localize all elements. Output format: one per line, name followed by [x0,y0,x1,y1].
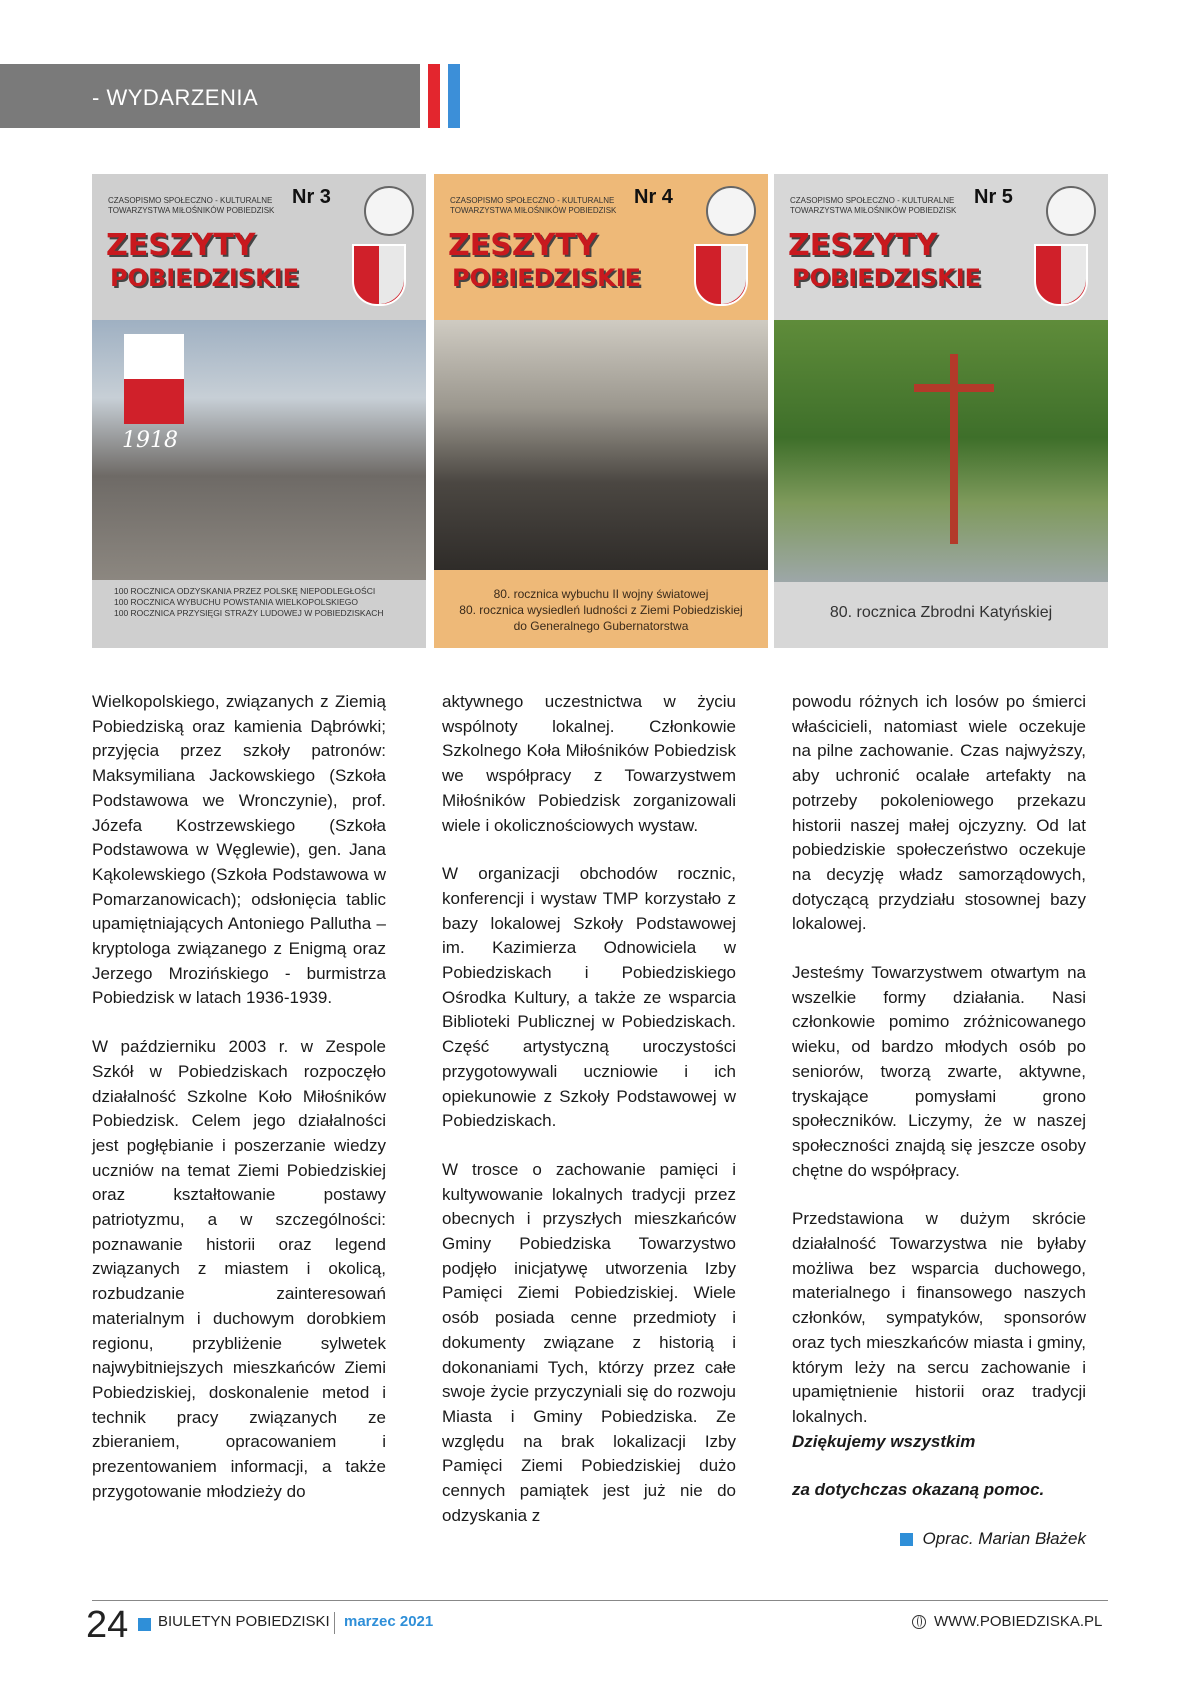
article-paragraph: W trosce o zachowanie pamięci i kultywowanie lokalnych tradycji przez obecnych i przyszłych mieszkańców Gminy Pobiedziska Towarzystwo podjęło inicjatywę utworzenia Izby Pamięci Ziemi Pobiedziskiej. Wiele osób posiada cenne przedmioty i dokumenty związane z historią i dokonaniami Tych, którzy przez całe swoje życie przyczyniali się do rozwoju Miasta i Gminy Pobiedziska. Ze względu na brak lokalizacji Izby Pamięci Ziemi Pobiedziskiej dużo cennych pamiątek jest już nie do odzyskania z [442,1159,736,1525]
society-seal-icon [1046,186,1096,236]
cross-arm [914,384,994,392]
society-seal-icon [364,186,414,236]
article-column-2 [442,690,736,1553]
article-column-3 [792,690,1086,1552]
cover-header-text: CZASOPISMO SPOŁECZNO - KULTURALNE TOWARZYSTWA MIŁOŚNIKÓW POBIEDZISK [108,196,275,215]
article-paragraph: Wielkopolskiego, związanych z Ziemią Pobiedziską oraz kamienia Dąbrówki; przyjęcia przez szkoły patronów: Maksymiliana Jackowskiego (Szkoła Podstawowa we Wronczynie), prof. Józefa Kostrzewskiego (Szkoła Podstawowa w Węglewie), gen. Jana Kąkolewskiego (Szkoła Podstawowa w Pomarzanowicach); odsłonięcia tablic upamiętniających Antoniego Pallutha – kryptologa związanego z Enigmą oraz Jerzego Mrozińskiego - burmistrza Pobiedzisk w latach 1936-1939. [92,692,386,1008]
cover-title-line2: POBIEDZISKIE [452,264,642,292]
article-paragraph: aktywnego uczestnictwa w życiu wspólnoty lokalnej. Członkowie Szkolnego Koła Miłośników Pobiedzisk we współpracy z Towarzystwem Miłośników Pobiedzisk zorganizowali wiele i okolicznościowych wystaw. [442,692,736,835]
magazine-cover-nr5 [774,174,1108,648]
article-author [792,1527,1086,1552]
polish-eagle-flag-icon [124,334,184,424]
globe-icon [912,1615,926,1629]
town-crest-icon [352,244,406,306]
cover-title [448,230,641,294]
town-crest-icon [1034,244,1088,306]
cover-caption-line: do Generalnego Gubernatorstwa [513,619,689,633]
thanks-line: Dziękujemy wszystkim [792,1431,976,1451]
cover-caption-line: 100 ROCZNICA PRZYSIĘGI STRAŻY LUDOWEJ W POBIEDZISKACH [114,608,384,618]
footer-divider [92,1600,1108,1601]
article-paragraph: Jesteśmy Towarzystwem otwartym na wszelkie formy działania. Nasi członkowie pomimo zróżnicowanego wieku, od bardzo młodych osób po seniorów, tworzą zwarte, aktywne, tryskające pomysłami grono społeczników. Liczymy, że w naszej społeczności znajdą się jeszcze osoby chętne do współpracy. [792,963,1086,1180]
cover-caption-line: 80. rocznica Zbrodni Katyńskiej [829,604,1053,621]
article-paragraph: W październiku 2003 r. w Zespole Szkół w Pobiedziskach rozpoczęło działalność Szkolne Koło Miłośników Pobiedzisk. Celem jego działalności jest pogłębianie i poszerzanie wiedzy uczniów na temat Ziemi Pobiedziskiej oraz kształtowanie postawy patriotyzmu, a w szczególności: poznawanie historii oraz legend związanych z miastem i okolicą, rozbudzanie zainteresowań materialnym i duchowym dorobkiem regionu, przybliżenie sylwetek najwybitniejszych mieszkańców Ziemi Pobiedziskiej, doskonalenie metod i technik pracy związanych ze zbieraniem, opracowaniem i prezentowaniem informacji, a także przygotowanie młodzieży do [92,1037,386,1501]
article-column-1 [92,690,386,1529]
society-seal-icon [706,186,756,236]
cover-header-text: CZASOPISMO SPOŁECZNO - KULTURALNE TOWARZYSTWA MIŁOŚNIKÓW POBIEDZISK [450,196,617,215]
blue-square-icon [900,1533,913,1546]
cover-issue-number: Nr 3 [292,186,331,208]
blue-stripe [448,64,460,128]
cover-photo-memorial-cross [774,320,1108,582]
author-name: Oprac. Marian Błażek [922,1529,1086,1549]
cover-caption [434,586,768,634]
cover-caption-line: 100 ROCZNICA WYBUCHU POWSTANIA WIELKOPOLSKIEGO [114,597,359,607]
town-crest-icon [694,244,748,306]
cover-issue-number: Nr 5 [974,186,1013,208]
article-paragraph: Przedstawiona w dużym skrócie działalność Towarzystwa nie byłaby możliwa bez wsparcia duchowego, materialnego i finansowego naszych członków, sympatyków, sponsorów oraz tych mieszkańców miasta i gminy, którym leży na sercu zachowanie i upamiętnienie historii oraz tradycji lokalnych. [792,1209,1086,1426]
cover-title-line2: POBIEDZISKIE [110,264,300,292]
publication-name: BIULETYN POBIEDZISKI [158,1613,330,1630]
cover-title-line1: ZESZYTY [788,228,938,263]
issue-date: marzec 2021 [344,1613,434,1630]
article-paragraph: powodu różnych ich losów po śmierci właścicieli, natomiast wiele oczekuje na pilne zachowanie. Czas najwyższy, aby uchronić ocalałe artefakty na potrzeby pokoleniowego przekazu historii naszej małej ojczyzny. Od lat pobiedziskie społeczeństwo oczekuje na decyzję władz samorządowych, dotyczącą przydziału stosownej bazy lokalowej. [792,692,1086,934]
article-paragraph: W organizacji obchodów rocznic, konferencji i wystaw TMP korzystało z bazy lokalowej Szkoły Podstawowej im. Kazimierza Odnowiciela w Pobiedziskach i Pobiedziskiego Ośrodka Kultury, a także ze wsparcia Biblioteki Publicznej w Pobiedziskach. Część artystyczną uroczystości przygotowywali uczniowie i ich opiekunowie z Szkoły Podstawowej w Pobiedziskach. [442,864,736,1131]
cover-caption [92,586,426,619]
cover-title-line1: ZESZYTY [106,228,256,263]
cover-title-line2: POBIEDZISKIE [792,264,982,292]
cover-title [106,230,299,294]
cover-caption-line: 100 ROCZNICA ODZYSKANIA PRZEZ POLSKĘ NIEPODLEGŁOŚCI [114,586,376,596]
cover-title [788,230,981,294]
red-stripe [428,64,440,128]
page-number: 24 [86,1604,129,1646]
cover-photo-military-vehicles [434,320,768,570]
cover-issue-number: Nr 4 [634,186,673,208]
cover-photo-year: 1918 [122,428,178,453]
section-title: - WYDARZENIA [92,85,259,110]
magazine-cover-nr4 [434,174,768,648]
cross-icon [950,354,958,544]
cover-title-line1: ZESZYTY [448,228,598,263]
thanks-line: za dotychczas okazaną pomoc. [792,1480,1045,1500]
footer-separator [334,1612,335,1634]
cover-caption-line: 80. rocznica wysiedleń ludności z Ziemi Pobiedziskiej [459,603,743,617]
blue-square-icon [138,1618,151,1631]
magazine-cover-nr3 [92,174,426,648]
cover-caption [774,604,1108,622]
cover-header-text: CZASOPISMO SPOŁECZNO - KULTURALNE TOWARZYSTWA MIŁOŚNIKÓW POBIEDZISK [790,196,957,215]
cover-caption-line: 80. rocznica wybuchu II wojny światowej [493,587,709,601]
website-link[interactable]: WWW.POBIEDZISKA.PL [934,1613,1103,1630]
